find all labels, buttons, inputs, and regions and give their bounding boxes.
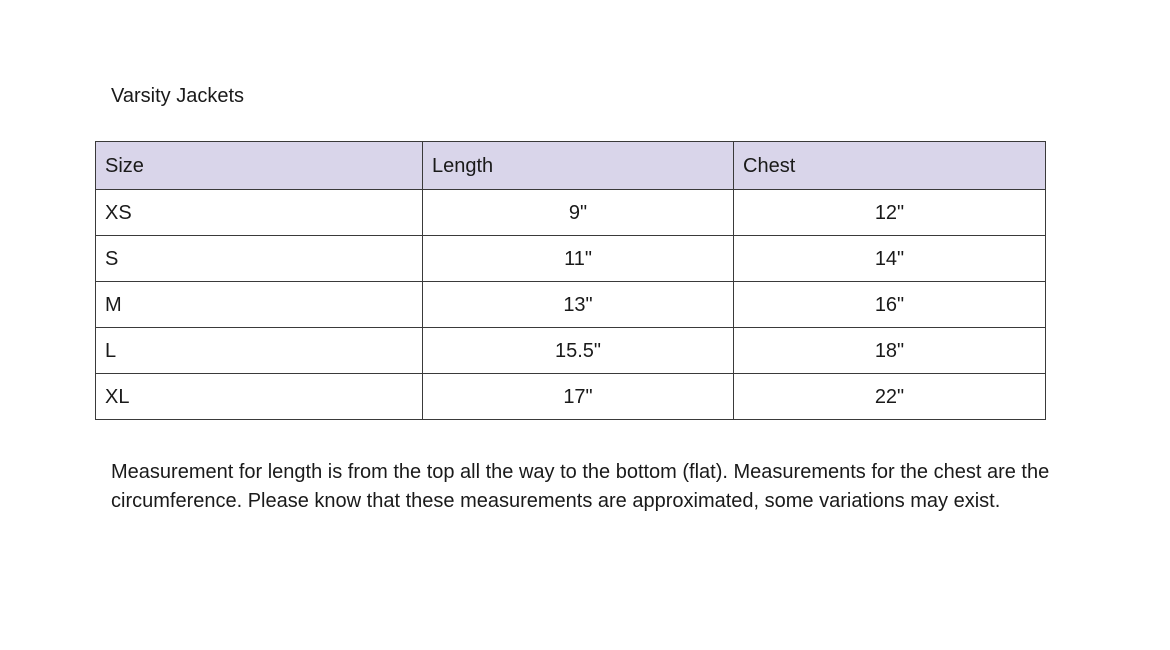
table-row <box>96 374 1046 420</box>
table-row <box>96 236 1046 282</box>
chest-cell: 14" <box>734 236 1046 282</box>
chest-cell: 22" <box>734 374 1046 420</box>
size-cell: M <box>96 282 423 328</box>
length-cell: 13" <box>423 282 734 328</box>
length-cell: 17" <box>423 374 734 420</box>
page-title: Varsity Jackets <box>111 85 244 107</box>
table-row <box>96 190 1046 236</box>
size-cell: S <box>96 236 423 282</box>
length-cell: 9" <box>423 190 734 236</box>
table-row <box>96 282 1046 328</box>
chest-cell: 18" <box>734 328 1046 374</box>
chest-cell: 12" <box>734 190 1046 236</box>
header-length: Length <box>423 142 734 190</box>
size-table <box>95 141 1046 420</box>
table-row <box>96 328 1046 374</box>
table-header-row <box>96 142 1046 190</box>
header-size: Size <box>96 142 423 190</box>
header-chest: Chest <box>734 142 1046 190</box>
size-cell: XL <box>96 374 423 420</box>
size-cell: XS <box>96 190 423 236</box>
length-cell: 15.5" <box>423 328 734 374</box>
length-cell: 11" <box>423 236 734 282</box>
size-cell: L <box>96 328 423 374</box>
measurement-note: Measurement for length is from the top all the way to the bottom (flat). Measurements for the chest are the circumference. Please know that these measurements are approximated, some variations may exist. <box>111 461 1050 512</box>
chest-cell: 16" <box>734 282 1046 328</box>
